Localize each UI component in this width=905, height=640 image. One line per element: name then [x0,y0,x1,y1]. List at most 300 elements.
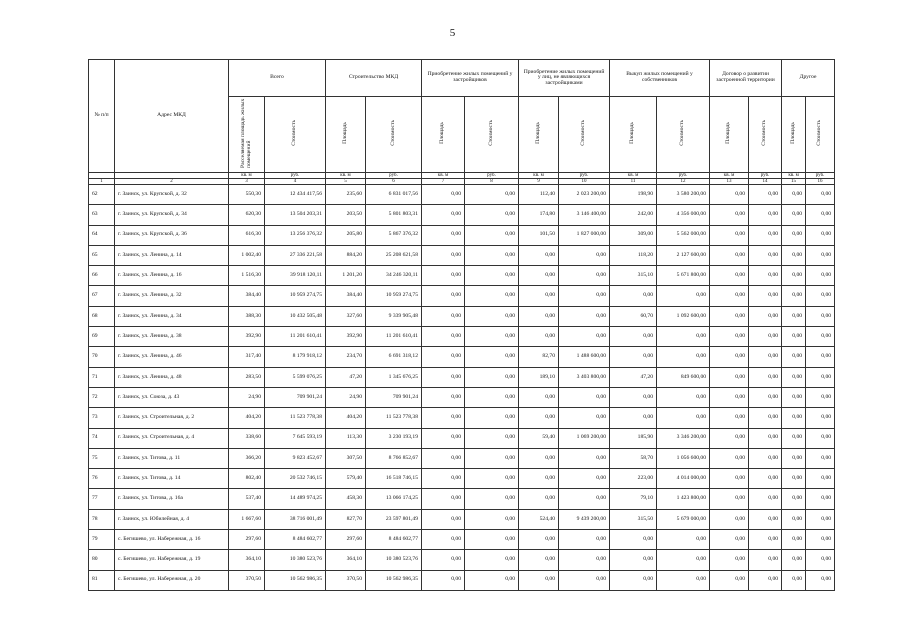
value-cell: 0,00 [749,428,782,448]
value-cell: 185,90 [610,428,657,448]
value-cell: 203,50 [326,205,366,225]
table-row [89,570,835,590]
value-cell: 3 403 800,00 [559,367,610,387]
value-cell: 0,00 [519,570,559,590]
value-cell: 0,00 [749,509,782,529]
address-cell: г. Заинск, ул. Титова, д. 14 [115,469,229,489]
value-cell: 370,50 [326,570,366,590]
value-cell: 223,00 [610,469,657,489]
value-cell: 327,60 [326,306,366,326]
value-cell: 8 179 918,12 [265,347,326,367]
value-cell: 550,30 [229,185,265,205]
value-cell: 0,00 [422,225,465,245]
subheader-label: Площадь [439,122,446,145]
value-cell: 0,00 [710,225,749,245]
value-cell: 0,00 [657,387,710,407]
address-cell: г. Заинск, ул. Строительная, д. 2 [115,408,229,428]
value-cell: 0,00 [749,245,782,265]
value-cell: 0,00 [657,408,710,428]
header-row-groups [89,60,835,97]
value-cell: 0,00 [610,408,657,428]
value-cell: 0,00 [610,570,657,590]
value-cell: 0,00 [782,550,806,570]
value-cell: 0,00 [749,550,782,570]
value-cell: 1 092 600,00 [657,306,710,326]
value-cell: 47,20 [610,367,657,387]
value-cell: 0,00 [749,347,782,367]
value-cell: 0,00 [749,530,782,550]
value-cell: 9 439 200,00 [559,509,610,529]
table-row [89,387,835,407]
value-cell: 10 562 986,35 [366,570,422,590]
value-cell: 5 599 076,25 [265,367,326,387]
value-cell: 3 346 200,00 [657,428,710,448]
address-cell: с. Бегишево, ул. Набережная, д. 16 [115,530,229,550]
value-cell: 0,00 [782,367,806,387]
value-cell: 0,00 [519,408,559,428]
value-cell: 0,00 [610,286,657,306]
value-cell: 0,00 [710,327,749,347]
table-row [89,448,835,468]
value-cell: 25 208 621,58 [366,245,422,265]
value-cell: 384,40 [229,286,265,306]
value-cell: 0,00 [465,509,519,529]
value-cell: 0,00 [710,428,749,448]
value-cell: 392,90 [229,327,265,347]
table-row [89,205,835,225]
value-cell: 620,30 [229,205,265,225]
value-cell: 0,00 [422,306,465,326]
row-number-cell: 65 [89,245,115,265]
unit-cell: кв. м [519,173,559,179]
header-group-purchase-non-developers: Приобретение жилых помещений у лиц, не являющихся застройщиками [519,60,610,97]
value-cell: 174,80 [519,205,559,225]
table-row [89,347,835,367]
value-cell: 0,00 [749,367,782,387]
value-cell: 0,00 [465,428,519,448]
value-cell: 0,00 [519,530,559,550]
value-cell: 0,00 [422,469,465,489]
value-cell: 0,00 [749,306,782,326]
value-cell: 364,10 [229,550,265,570]
value-cell: 0,00 [610,530,657,550]
value-cell: 0,00 [806,225,835,245]
subheader-label: Стоимость [580,120,587,147]
value-cell: 0,00 [806,205,835,225]
value-cell: 1 488 600,00 [559,347,610,367]
value-cell: 10 380 523,76 [366,550,422,570]
value-cell: 7 645 593,19 [265,428,326,448]
value-cell: 8 484 602,77 [366,530,422,550]
row-number-cell: 67 [89,286,115,306]
value-cell: 709 901,24 [265,387,326,407]
value-cell: 0,00 [422,245,465,265]
value-cell: 1 201,20 [326,266,366,286]
value-cell: 0,00 [782,530,806,550]
value-cell: 38 716 001,49 [265,509,326,529]
value-cell: 0,00 [710,367,749,387]
unit-cell: руб. [749,173,782,179]
subheader-13 [710,97,749,173]
value-cell: 0,00 [559,408,610,428]
unit-cell: руб. [465,173,519,179]
value-cell: 11 201 610,41 [366,327,422,347]
value-cell: 0,00 [422,550,465,570]
subheader-11 [610,97,657,173]
value-cell: 0,00 [710,489,749,509]
value-cell: 0,00 [710,306,749,326]
value-cell: 0,00 [422,448,465,468]
header-group-purchase-developers: Приобретение жилых помещений у застройщиков [422,60,519,97]
value-cell: 10 959 274,75 [366,286,422,306]
row-number-cell: 66 [89,266,115,286]
value-cell: 0,00 [465,387,519,407]
column-number-cell: 15 [782,179,806,185]
value-cell: 0,00 [422,530,465,550]
value-cell: 235,60 [326,185,366,205]
value-cell: 0,00 [749,185,782,205]
value-cell: 366,20 [229,448,265,468]
value-cell: 0,00 [465,225,519,245]
value-cell: 0,00 [422,428,465,448]
header-group-other: Другое [782,60,835,97]
value-cell: 34 246 320,11 [366,266,422,286]
value-cell: 388,30 [229,306,265,326]
value-cell: 315,50 [610,509,657,529]
value-cell: 0,00 [806,327,835,347]
value-cell: 849 600,00 [657,367,710,387]
value-cell: 0,00 [657,347,710,367]
value-cell: 6 691 318,12 [366,347,422,367]
value-cell: 113,30 [326,428,366,448]
value-cell: 309,00 [610,225,657,245]
value-cell: 0,00 [710,530,749,550]
row-number-cell: 71 [89,367,115,387]
value-cell: 315,10 [610,266,657,286]
unit-cell: руб. [657,173,710,179]
row-number-cell: 81 [89,570,115,590]
value-cell: 0,00 [710,286,749,306]
value-cell: 0,00 [465,185,519,205]
table-row [89,185,835,205]
subheader-6 [366,97,422,173]
value-cell: 198,90 [610,185,657,205]
value-cell: 0,00 [465,347,519,367]
value-cell: 392,90 [326,327,366,347]
value-cell: 59,40 [519,428,559,448]
column-number-cell: 9 [519,179,559,185]
value-cell: 0,00 [710,570,749,590]
value-cell: 0,00 [806,550,835,570]
value-cell: 0,00 [465,570,519,590]
column-number-cell: 2 [115,179,229,185]
address-cell: г. Заинск, ул. Крупской, д. 34 [115,205,229,225]
value-cell: 0,00 [559,469,610,489]
value-cell: 0,00 [749,205,782,225]
value-cell: 0,00 [422,408,465,428]
value-cell: 1 345 676,25 [366,367,422,387]
value-cell: 0,00 [749,266,782,286]
value-cell: 0,00 [710,387,749,407]
value-cell: 10 959 274,75 [265,286,326,306]
value-cell: 0,00 [782,286,806,306]
value-cell: 0,00 [710,550,749,570]
subheader-label: Стоимость [487,120,494,147]
subheader-15 [782,97,806,173]
value-cell: 205,80 [326,225,366,245]
table-body [89,185,835,591]
value-cell: 0,00 [610,327,657,347]
value-cell: 0,00 [559,306,610,326]
address-cell: г. Заинск, ул. Ленина, д. 34 [115,306,229,326]
value-cell: 297,60 [229,530,265,550]
value-cell: 11 201 610,41 [265,327,326,347]
row-number-cell: 69 [89,327,115,347]
value-cell: 0,00 [422,509,465,529]
value-cell: 0,00 [559,570,610,590]
value-cell: 9 823 452,67 [265,448,326,468]
value-cell: 24,90 [229,387,265,407]
value-cell: 0,00 [782,448,806,468]
value-cell: 60,70 [610,306,657,326]
value-cell: 364,10 [326,550,366,570]
value-cell: 0,00 [519,266,559,286]
value-cell: 0,00 [657,550,710,570]
value-cell: 884,20 [326,245,366,265]
table-row [89,327,835,347]
address-cell: г. Заинск, ул. Титова, д. 16а [115,489,229,509]
value-cell: 0,00 [657,327,710,347]
row-number-cell: 80 [89,550,115,570]
address-cell: г. Заинск, ул. Ленина, д. 46 [115,347,229,367]
column-number-cell: 5 [326,179,366,185]
unit-cell: руб. [806,173,835,179]
value-cell: 118,20 [610,245,657,265]
address-cell: г. Заинск, ул. Ленина, д. 32 [115,286,229,306]
value-cell: 0,00 [422,347,465,367]
value-cell: 0,00 [806,347,835,367]
value-cell: 0,00 [710,448,749,468]
value-cell: 0,00 [710,509,749,529]
value-cell: 0,00 [519,327,559,347]
value-cell: 1 827 000,00 [559,225,610,245]
value-cell: 0,00 [465,327,519,347]
value-cell: 0,00 [465,306,519,326]
row-number-cell: 72 [89,387,115,407]
table-row [89,469,835,489]
subheader-label: Стоимость [679,120,686,147]
subheader-label: Расселяемая площадь жилых помещений [239,98,252,169]
value-cell: 2 023 200,00 [559,185,610,205]
value-cell: 0,00 [782,245,806,265]
value-cell: 47,20 [326,367,366,387]
subheader-16 [806,97,835,173]
value-cell: 82,70 [519,347,559,367]
value-cell: 101,50 [519,225,559,245]
address-cell: г. Заинск, ул. Союза, д. 43 [115,387,229,407]
value-cell: 0,00 [422,266,465,286]
value-cell: 0,00 [782,225,806,245]
value-cell: 13 066 174,25 [366,489,422,509]
value-cell: 404,20 [326,408,366,428]
value-cell: 297,60 [326,530,366,550]
value-cell: 0,00 [806,367,835,387]
value-cell: 0,00 [519,489,559,509]
value-cell: 0,00 [422,489,465,509]
column-number-cell: 13 [710,179,749,185]
value-cell: 0,00 [422,570,465,590]
table-row [89,225,835,245]
subheader-label: Стоимость [389,120,396,147]
value-cell: 5 562 000,00 [657,225,710,245]
value-cell: 0,00 [782,327,806,347]
value-cell: 0,00 [806,286,835,306]
value-cell: 0,00 [782,428,806,448]
address-cell: с. Бегишево, ул. Набережная, д. 19 [115,550,229,570]
value-cell: 1 002,40 [229,245,265,265]
column-number-cell: 1 [89,179,115,185]
value-cell: 0,00 [806,469,835,489]
value-cell: 0,00 [710,266,749,286]
unit-cell: кв. м [422,173,465,179]
value-cell: 39 918 120,11 [265,266,326,286]
value-cell: 0,00 [782,570,806,590]
value-cell: 0,00 [806,185,835,205]
table-row [89,408,835,428]
value-cell: 0,00 [710,185,749,205]
value-cell: 0,00 [465,367,519,387]
value-cell: 0,00 [559,489,610,509]
value-cell: 0,00 [806,530,835,550]
subheader-label: Стоимость [291,120,298,147]
value-cell: 2 127 600,00 [657,245,710,265]
page-number: 5 [449,27,456,39]
row-number-cell: 62 [89,185,115,205]
value-cell: 0,00 [782,387,806,407]
value-cell: 0,00 [610,387,657,407]
value-cell: 0,00 [465,266,519,286]
table-row [89,530,835,550]
table-row [89,266,835,286]
value-cell: 283,50 [229,367,265,387]
value-cell: 0,00 [559,387,610,407]
address-cell: г. Заинск, ул. Крупской, д. 32 [115,185,229,205]
column-number-cell: 6 [366,179,422,185]
value-cell: 1 423 800,00 [657,489,710,509]
value-cell: 709 901,24 [366,387,422,407]
column-number-cell: 16 [806,179,835,185]
column-number-cell: 3 [229,179,265,185]
value-cell: 20 532 746,15 [265,469,326,489]
value-cell: 0,00 [519,306,559,326]
row-number-cell: 68 [89,306,115,326]
value-cell: 0,00 [806,570,835,590]
subheader-7 [422,97,465,173]
subheader-label: Стоимость [816,120,823,147]
address-cell: г. Заинск, ул. Ленина, д. 38 [115,327,229,347]
value-cell: 0,00 [782,489,806,509]
value-cell: 384,40 [326,286,366,306]
unit-cell: руб. [366,173,422,179]
value-cell: 14 489 974,25 [265,489,326,509]
value-cell: 0,00 [657,286,710,306]
value-cell: 6 831 017,56 [366,185,422,205]
value-cell: 404,20 [229,408,265,428]
unit-cell: кв. м [229,173,265,179]
header-group-construction: Строительство МКД [326,60,422,97]
row-number-cell: 79 [89,530,115,550]
value-cell: 0,00 [465,205,519,225]
value-cell: 0,00 [519,550,559,570]
value-cell: 0,00 [782,185,806,205]
address-cell: с. Бегишево, ул. Набережная, д. 20 [115,570,229,590]
address-cell: г. Заинск, ул. Юбилейная, д. 4 [115,509,229,529]
unit-cell: руб. [559,173,610,179]
address-cell: г. Заинск, ул. Ленина, д. 14 [115,245,229,265]
value-cell: 0,00 [422,205,465,225]
value-cell: 0,00 [519,387,559,407]
row-number-cell: 77 [89,489,115,509]
subheader-label: Площадь [629,122,636,145]
subheader-14 [749,97,782,173]
value-cell: 0,00 [559,530,610,550]
value-cell: 0,00 [422,367,465,387]
subheader-label: Площадь [341,122,348,145]
resettlement-table [88,59,835,591]
resettlement-table-container [88,59,834,591]
value-cell: 0,00 [806,266,835,286]
value-cell: 0,00 [519,286,559,306]
value-cell: 0,00 [806,387,835,407]
value-cell: 112,40 [519,185,559,205]
subheader-12 [657,97,710,173]
value-cell: 23 597 801,49 [366,509,422,529]
header-group-buyout: Выкуп жилых помещений у собственников [610,60,710,97]
value-cell: 0,00 [782,469,806,489]
column-number-cell: 12 [657,179,710,185]
value-cell: 0,00 [559,550,610,570]
column-number-cell: 11 [610,179,657,185]
value-cell: 11 523 778,38 [265,408,326,428]
value-cell: 0,00 [806,509,835,529]
value-cell: 1 069 200,00 [559,428,610,448]
value-cell: 0,00 [657,570,710,590]
value-cell: 0,00 [559,448,610,468]
unit-cell: кв. м [710,173,749,179]
table-row [89,367,835,387]
value-cell: 0,00 [657,530,710,550]
value-cell: 0,00 [559,245,610,265]
subheader-label: Площадь [789,122,796,145]
value-cell: 11 523 778,38 [366,408,422,428]
value-cell: 0,00 [710,245,749,265]
subheader-label: Площадь [534,122,541,145]
subheader-5 [326,97,366,173]
table-row [89,306,835,326]
value-cell: 317,40 [229,347,265,367]
value-cell: 5 679 000,00 [657,509,710,529]
subheader-3 [229,97,265,173]
value-cell: 827,70 [326,509,366,529]
address-cell: г. Заинск, ул. Строительная, д. 4 [115,428,229,448]
value-cell: 0,00 [749,570,782,590]
value-cell: 0,00 [806,306,835,326]
value-cell: 10 380 523,76 [265,550,326,570]
value-cell: 616,30 [229,225,265,245]
value-cell: 0,00 [749,286,782,306]
value-cell: 0,00 [749,327,782,347]
subheader-9 [519,97,559,173]
